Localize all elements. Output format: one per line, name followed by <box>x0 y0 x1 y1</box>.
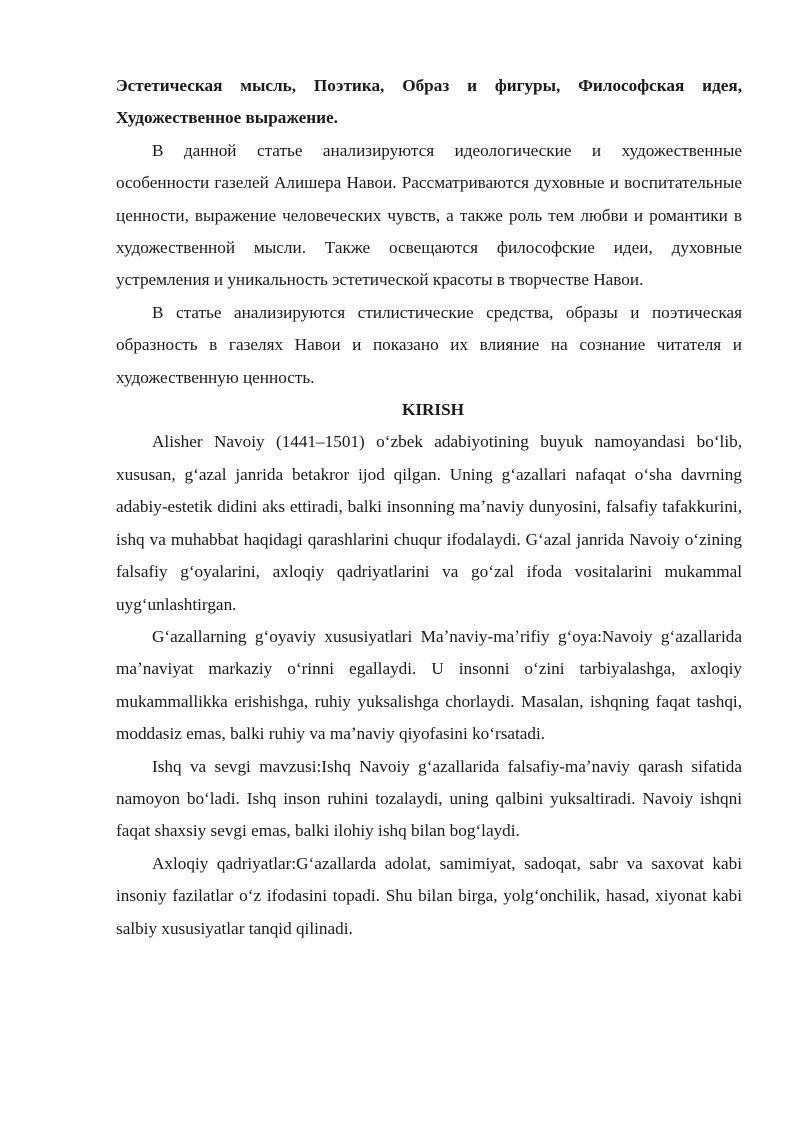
keywords-text: Эстетическая мысль, Поэтика, Образ и фигуры, Философская идея, Художественное выражение. <box>116 76 742 128</box>
document-page <box>116 70 742 945</box>
abstract-paragraph: В данной статье анализируются идеологические и художественные особенности газелей Алишера Навои. Рассматриваются духовные и воспитательные ценности, выражение человеческих чувств, а также роль тем любви и романтики в художественной мысли. Также освещаются философские идеи, духовные устремления и уникальность эстетической красоты в творчестве Навои. <box>116 140 742 290</box>
abstract-paragraph: В статье анализируются стилистические средства, образы и поэтическая образность в газелях Навои и показано их влияние на сознание читателя и художественную ценность. <box>116 302 742 387</box>
body-paragraph: Axloqiy qadriyatlar:Gʻazallarda adolat, samimiyat, sadoqat, sabr va saxovat kabi insoniy fazilatlar oʻz ifodasini topadi. Shu bilan birga, yolgʻonchilik, hasad, xiyonat kabi salbiy xususiyatlar tanqid qilinadi. <box>116 853 742 938</box>
body-paragraph: Gʻazallarning gʻoyaviy xususiyatlari Maʼnaviy-maʼrifiy gʻoya:Navoiy gʻazallarida maʼnaviyat markaziy oʻrinni egallaydi. U insonni oʻzini tarbiyalashga, axloqiy mukammallikka erishishga, ruhiy yuksalishga chorlaydi. Masalan, ishqning faqat tashqi, moddasiz emas, balki ruhiy va maʼnaviy qiyofasini koʻrsatadi. <box>116 626 742 744</box>
body-paragraph: Alisher Navoiy (1441–1501) oʻzbek adabiyotining buyuk namoyandasi boʻlib, xususan, gʻazal janrida betakror ijod qilgan. Uning gʻazallari nafaqat oʻsha davrning adabiy-estetik didini aks ettiradi, balki insonning maʼnaviy dunyosini, falsafiy tafakkurini, ishq va muhabbat haqidagi qarashlarini chuqur ifodalaydi. Gʻazal janrida Navoiy oʻzining falsafiy gʻoyalarini, axloqiy qadriyatlarini va goʻzal ifoda vositalarini mukammal uygʻunlashtirgan. <box>116 432 742 614</box>
body-paragraph: Ishq va sevgi mavzusi:Ishq Navoiy gʻazallarida falsafiy-maʼnaviy qarash sifatida namoyon boʻladi. Ishq inson ruhini tozalaydi, uning qalbini yuksaltiradi. Navoiy ishqni faqat shaxsiy sevgi emas, balki ilohiy ishq bilan bogʻlaydi. <box>116 756 742 841</box>
section-heading: KIRISH <box>401 400 465 420</box>
